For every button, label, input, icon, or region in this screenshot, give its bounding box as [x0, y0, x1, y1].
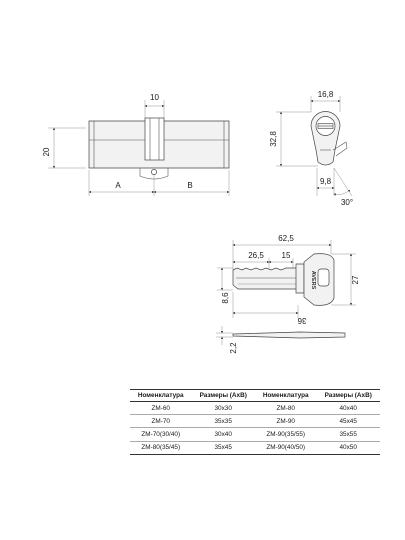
header-sizes-2: Размеры (АхВ): [316, 390, 380, 402]
dim-cylinder-height: 20: [42, 147, 51, 157]
dim-profile-height: 32,8: [269, 131, 278, 147]
table-cell: 45x45: [316, 415, 380, 428]
key-brand: AVERS: [310, 270, 316, 290]
table-cell: ZM-70: [130, 415, 191, 428]
dim-key-36: 36: [297, 316, 307, 325]
table-cell: ZM-60: [130, 402, 191, 415]
dim-cam-angle: 30°: [340, 198, 354, 207]
header-nomenclature-1: Номенклатура: [130, 390, 191, 402]
table-cell: ZM-70(30/40): [130, 428, 191, 441]
table-row: [130, 428, 380, 441]
table-cell: ZM-80(35/45): [130, 441, 191, 454]
table-row: [130, 441, 380, 454]
table-cell: 40x40: [316, 402, 380, 415]
table-cell: ZM-90(40/50): [255, 441, 316, 454]
table-cell: ZM-90(35/55): [255, 428, 316, 441]
header-sizes-1: Размеры (АхВ): [191, 390, 255, 402]
dim-key-head: 27: [351, 275, 360, 285]
table-cell: ZM-90: [255, 415, 316, 428]
table-cell: 35x35: [191, 415, 255, 428]
table-header-row: [130, 390, 380, 402]
dim-label-a: A: [115, 181, 121, 190]
dim-cam-offset: 9,8: [319, 177, 332, 186]
dim-key-tip: 15: [281, 251, 291, 260]
sizes-table: [130, 389, 380, 455]
table-cell: 35x45: [191, 441, 255, 454]
table-cell: 30x30: [191, 402, 255, 415]
table-row: [130, 402, 380, 415]
dim-key-blade: 26,5: [248, 251, 264, 260]
table-cell: ZM-80: [255, 402, 316, 415]
table-cell: 40x50: [316, 441, 380, 454]
cylinder-front-view: [42, 93, 229, 196]
dim-cam-width: 10: [150, 93, 159, 102]
cylinder-side-view: [269, 90, 353, 207]
table-cell: 30x40: [191, 428, 255, 441]
header-nomenclature-2: Номенклатура: [255, 390, 316, 402]
dim-label-b: B: [187, 181, 193, 190]
dim-key-thickness: 2,2: [229, 342, 238, 354]
dim-profile-width: 16,8: [317, 90, 334, 99]
dim-key-total: 62,5: [278, 234, 294, 243]
table-row: [130, 415, 380, 428]
dim-key-blade-height: 8,6: [221, 292, 230, 304]
key-drawing: [216, 234, 360, 354]
table-cell: 35x55: [316, 428, 380, 441]
